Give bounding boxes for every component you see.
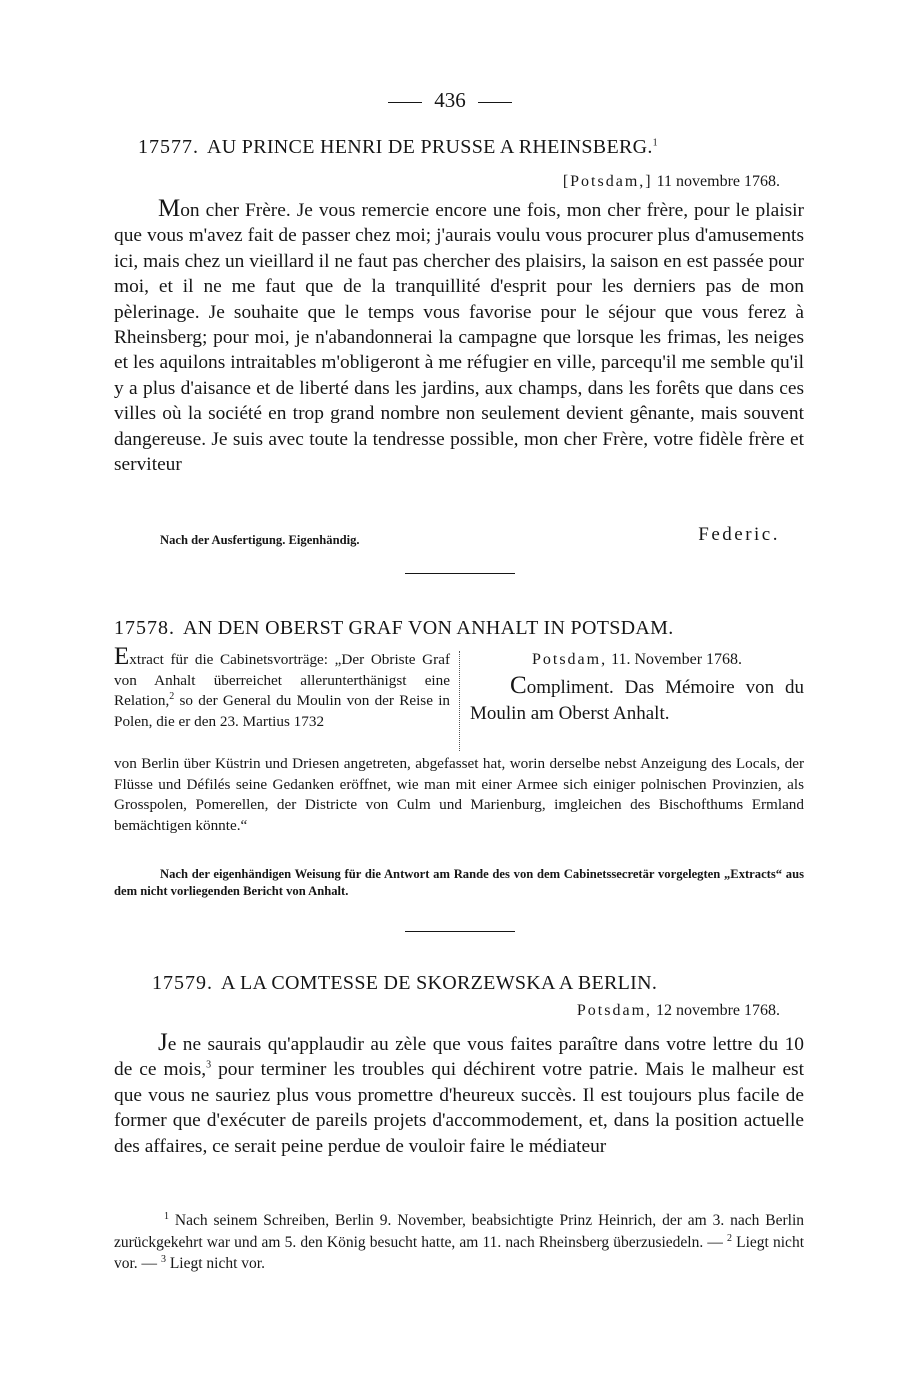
footnote-text: Liegt nicht vor. [169, 1255, 265, 1272]
letter-heading-17578 [114, 617, 674, 640]
letter-body-17577: Mon cher Frère. Je vous remercie encore une fois, mon cher frère, pour le plaisir que vous m'avez fait de passer chez moi; j'aurais voulu vous procurer plus d'amusements ici, mais chez un vieillard il ne faut pas chercher des plaisirs, la saison en est passée pour moi, et il ne me faut que de la tranquillité d'esprit pour les derniers pas de mon pèlerinage. Je souhaite que le temps vous favorise pour le séjour que vous ferez à Rheinsberg; pour moi, je n'abandonnerai la campagne que lorsque les frimas, les neiges et les aquilons intraitables m'obligeront à me réfugier en ville, parcequ'il me semble qu'il y a plus d'aisance et de liberté dans les jardins, aux champs, dans les forêts que dans ces villes où la société en trop grand nombre non seulement devient gênante, mais souvent dangereuse. Je suis avec toute la tendresse possible, mon cher Frère, votre fidèle frère et serviteur [114, 195, 804, 476]
letter-title: A LA COMTESSE DE SKORZEWSKA A BERLIN. [221, 972, 658, 994]
drop-initial: J [158, 1029, 168, 1056]
source-note-17577: Nach der Ausfertigung. Eigenhändig. [160, 533, 360, 547]
reply-dateline: Potsdam, 11. November 1768. [531, 651, 743, 668]
footnote-ref: 3 [206, 1059, 212, 1071]
footnote-ref: 1 [652, 137, 658, 149]
letter-number: 17578. [114, 617, 175, 639]
footnote-marker: 1 [164, 1210, 169, 1222]
reply-text: Compliment. Das Mémoire von du Moulin am Oberst Anhalt. [470, 672, 804, 724]
section-divider [405, 573, 515, 574]
footnote-marker: 3 [160, 1253, 166, 1265]
footnote-marker: 2 [727, 1232, 733, 1244]
letter-title: AU PRINCE HENRI DE PRUSSE A RHEINSBERG. [207, 136, 653, 158]
footnote-text: Liegt nicht vor. — [114, 1233, 804, 1272]
footnote-text: Nach seinem Schreiben, Berlin 9. November, beabsichtigte Prinz Heinrich, der am 3. nach Berlin zurückgekehrt war und am 5. den König besucht hatte, am 11. nach Rheinsberg überzusiedeln. — [114, 1212, 805, 1251]
page-number-dash-left [388, 102, 422, 103]
extract-continuation: von Berlin über Küstrin und Driesen angetreten, abgefasset hat, worin derselbe nebst Anzeigung des Locals, der Flüsse und Défilés seine Gedanken eröffnet, wie man mit einer Armee sich einiger polnischen Provinzien, als Grosspolen, Pomerellen, der Districte von Culm und Marienburg, imgleichen des Bischofthums Ermland bemächtigen könnte.“ [114, 755, 804, 834]
letter-title: AN DEN OBERST GRAF VON ANHALT IN POTSDAM. [183, 617, 674, 639]
footnote-ref: 2 [169, 690, 175, 702]
footnotes [114, 1210, 804, 1275]
column-divider [459, 651, 460, 751]
signature: Federic. [698, 524, 780, 545]
drop-initial: C [510, 672, 527, 699]
letter-heading-17579 [152, 972, 657, 995]
page-number: 436 [0, 88, 900, 113]
letter-dateline-17577: [Potsdam,] 11 novembre 1768. [562, 173, 780, 190]
letter-body-17579: Je ne saurais qu'applaudir au zèle que vous faites paraître dans votre lettre du 10 de ce mois,$^3$ pour terminer les troubles qui déchirent votre patrie. Mais le malheur est que vous ne sauriez plus vous promettre d'heureux succès. Il est toujours plus facile de former que d'exécuter de pareils projets d'accommodement, et, dans la position actuelle des affaires, ce serait peine perdue de vouloir faire le médiateur [114, 1029, 804, 1157]
reply-column [470, 651, 804, 727]
letter-number: 17579. [152, 972, 213, 994]
letter-dateline-17579: Potsdam, 12 novembre 1768. [576, 1002, 780, 1019]
letter-heading-17577 [138, 136, 658, 159]
page-number-dash-right [478, 102, 512, 103]
letter-number: 17577. [138, 136, 199, 158]
drop-initial: E [114, 643, 130, 670]
extract-column: Extract für die Cabinetsvorträge: „Der Obriste Graf von Anhalt überreichet allerunterthänigst eine Relation,$^2$ so der General du Moulin von der Reise in Polen, die er den 23. Martius 1732 [114, 643, 451, 730]
drop-initial: M [158, 195, 181, 222]
source-note-17578: Nach der eigenhändigen Weisung für die Antwort am Rande des von dem Cabinetssecretär vorgelegten „Extracts“ aus dem nicht vorliegenden Bericht von Anhalt. [114, 867, 804, 898]
section-divider [405, 931, 515, 932]
